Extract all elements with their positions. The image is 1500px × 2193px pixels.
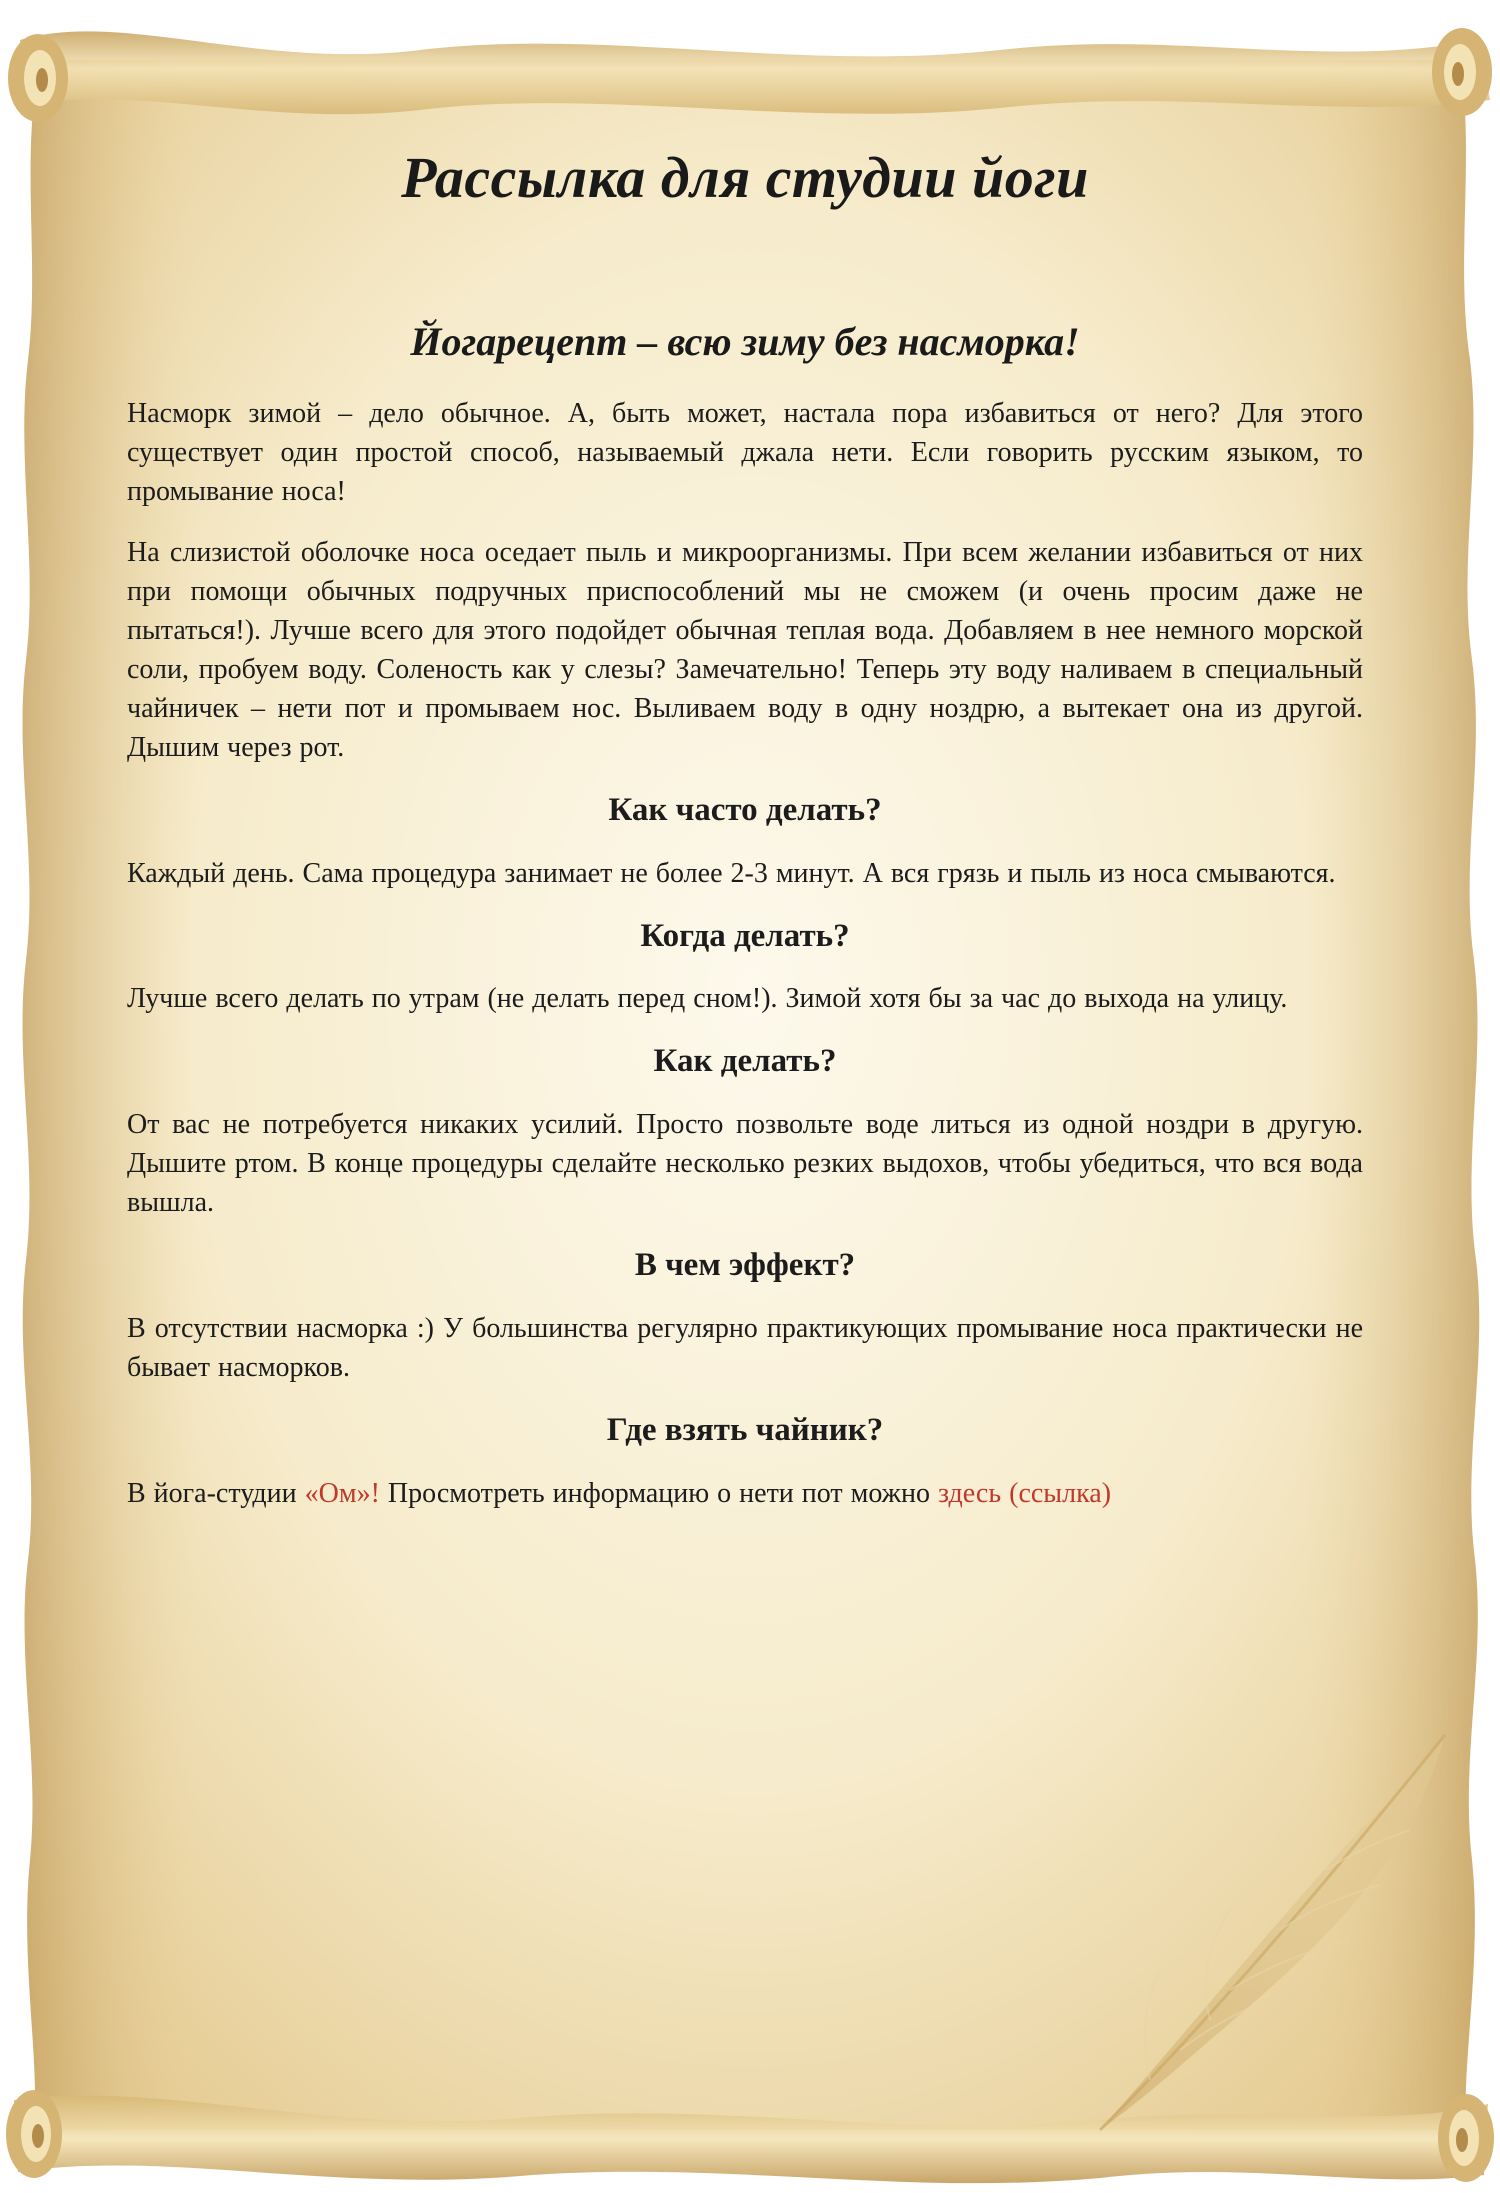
section-text-how-often: Каждый день. Сама процедура занимает не более 2-3 минут. А вся грязь и пыль из носа смываются.: [127, 857, 1336, 889]
intro-paragraph-1: Насморк зимой – дело обычное. А, быть может, настала пора избавиться от него? Для этого существует один простой способ, называемый джала нети. Если говорить русским языком, то промывание носа!: [127, 397, 1363, 507]
section-text-how: От вас не потребуется никаких усилий. Просто позвольте воде литься из одной ноздри в другую. Дышите ртом. В конце процедуры сделайте несколько резких выдохов, чтобы убедиться, что вся вода вышла.: [127, 1109, 1363, 1219]
section-text-effect: В отсутствии насморка :) У большинства регулярно практикующих промывание носа практически не бывает насморков.: [127, 1313, 1363, 1384]
section-heading-how-often: Как часто делать?: [608, 791, 882, 828]
section-text-when: Лучше всего делать по утрам (не делать перед сном!). Зимой хотя бы за час до выхода на улицу.: [127, 983, 1288, 1015]
section-text-where: [127, 1474, 1363, 1513]
where-text-before: В йога-студии: [127, 1478, 305, 1510]
section-heading-when: Когда делать?: [640, 917, 850, 954]
section-heading-where: Где взять чайник?: [606, 1412, 884, 1449]
section-heading-how: Как делать?: [653, 1043, 837, 1080]
document-title: Рассылка для студии йоги: [401, 145, 1089, 210]
studio-link[interactable]: «Ом»!: [304, 1478, 380, 1510]
document-content: [127, 145, 1363, 1535]
feather-icon: [1060, 1720, 1460, 2150]
article-subtitle: Йогарецепт – всю зиму без насморка!: [410, 318, 1080, 364]
neti-pot-info-link[interactable]: здесь (ссылка): [938, 1478, 1112, 1510]
intro-paragraph-2: На слизистой оболочке носа оседает пыль и микроорганизмы. При всем желании избавиться от них при помощи обычных подручных приспособлений мы не сможем (и очень просим даже не пытаться!). Лучше всего для этого подойдет обычная теплая вода. Добавляем в нее немного морской соли, пробуем воду. Соленость как у слезы? Замечательно! Теперь эту воду наливаем в специальный чайничек – нети пот и промываем нос. Выливаем воду в одну ноздрю, а вытекает она из другой. Дышим через рот.: [127, 536, 1363, 763]
where-text-middle: Просмотреть информацию о нети пот можно: [379, 1478, 938, 1510]
section-heading-effect: В чем эффект?: [634, 1247, 856, 1284]
